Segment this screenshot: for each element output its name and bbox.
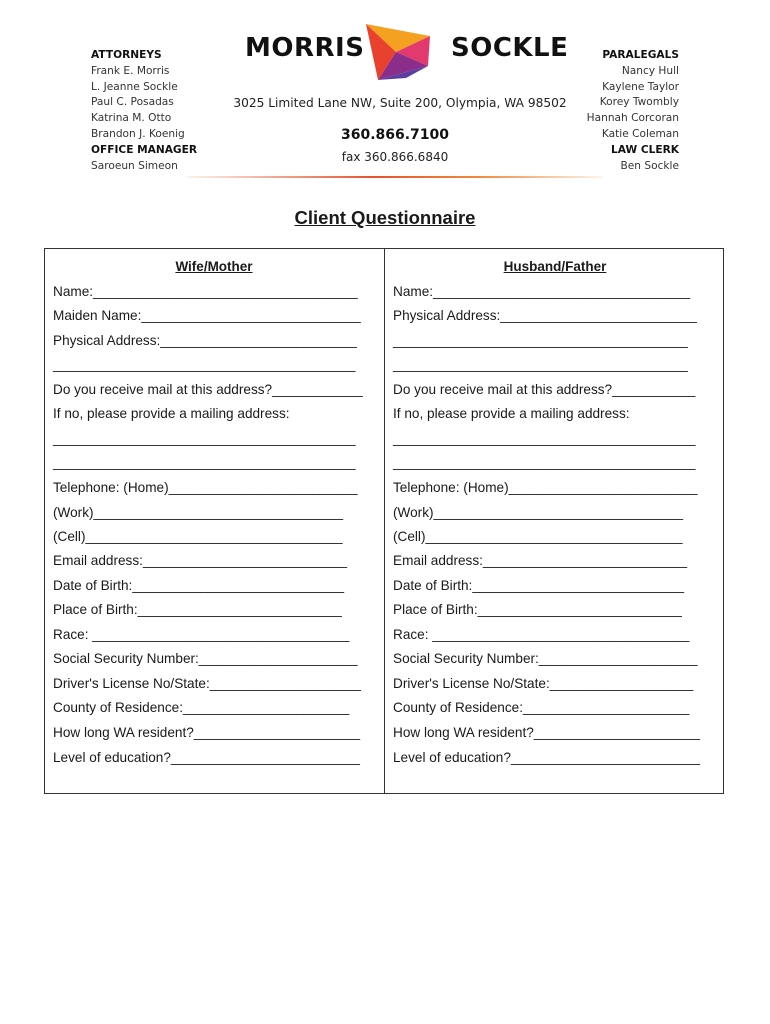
office-manager-heading: OFFICE MANAGER bbox=[91, 143, 198, 156]
wife-date-of-birth-field[interactable]: Date of Birth:____________________________ bbox=[53, 578, 345, 593]
husband-race-field[interactable]: Race: __________________________________ bbox=[393, 627, 690, 642]
husband-mailing-address-label: If no, please provide a mailing address: bbox=[393, 406, 630, 421]
wife-maiden-name-field[interactable]: Maiden Name:_____________________________ bbox=[53, 308, 361, 323]
paralegal-name: Katie Coleman bbox=[601, 127, 679, 140]
firm-name-sockle: SOCKLE bbox=[451, 33, 569, 63]
paralegal-name: Kaylene Taylor bbox=[602, 80, 679, 93]
firm-fax: fax 360.866.6840 bbox=[341, 150, 449, 164]
header-divider bbox=[187, 176, 602, 178]
husband-education-field[interactable]: Level of education?_________________________ bbox=[393, 750, 700, 765]
wife-ssn-field[interactable]: Social Security Number:_____________________ bbox=[53, 651, 358, 666]
husband-place-of-birth-field[interactable]: Place of Birth:___________________________ bbox=[393, 602, 682, 617]
wife-mailing-address-label: If no, please provide a mailing address: bbox=[53, 406, 290, 421]
office-manager-name: Saroeun Simeon bbox=[91, 159, 178, 172]
attorney-name: Brandon J. Koenig bbox=[91, 127, 185, 140]
wife-mailing-address-line2[interactable]: ________________________________________ bbox=[53, 455, 356, 470]
husband-physical-address-line3[interactable]: _______________________________________ bbox=[393, 357, 688, 372]
firm-address: 3025 Limited Lane NW, Suite 200, Olympia, WA 98502 bbox=[233, 96, 567, 110]
law-clerk-heading: LAW CLERK bbox=[611, 143, 679, 156]
husband-receive-mail-field[interactable]: Do you receive mail at this address?___________ bbox=[393, 382, 696, 397]
husband-telephone-home-field[interactable]: Telephone: (Home)_________________________ bbox=[393, 480, 698, 495]
firm-logo-icon bbox=[358, 22, 434, 82]
wife-telephone-work-field[interactable]: (Work)_________________________________ bbox=[53, 505, 344, 520]
husband-physical-address-line2[interactable]: _______________________________________ bbox=[393, 333, 688, 348]
firm-name-morris: MORRIS bbox=[245, 33, 365, 63]
wife-physical-address-field[interactable]: Physical Address:__________________________ bbox=[53, 333, 357, 348]
husband-father-heading: Husband/Father bbox=[503, 259, 607, 274]
paralegal-name: Hannah Corcoran bbox=[586, 112, 679, 125]
paralegal-name: Nancy Hull bbox=[621, 64, 679, 77]
wife-education-field[interactable]: Level of education?_________________________ bbox=[53, 750, 360, 765]
husband-ssn-field[interactable]: Social Security Number:_____________________ bbox=[393, 651, 698, 666]
wife-mother-heading: Wife/Mother bbox=[175, 259, 253, 274]
attorney-name: Paul C. Posadas bbox=[91, 96, 174, 109]
page-title: Client Questionnaire bbox=[294, 207, 476, 228]
wife-physical-address-line2[interactable]: ________________________________________ bbox=[53, 357, 356, 372]
wife-name-field[interactable]: Name:___________________________________ bbox=[53, 284, 358, 299]
attorney-name: Katrina M. Otto bbox=[91, 112, 172, 125]
wife-county-field[interactable]: County of Residence:______________________ bbox=[53, 700, 350, 715]
wife-drivers-license-field[interactable]: Driver's License No/State:____________________ bbox=[53, 676, 361, 691]
husband-drivers-license-field[interactable]: Driver's License No/State:___________________ bbox=[393, 676, 694, 691]
wife-mailing-address-line1[interactable]: ________________________________________ bbox=[53, 431, 356, 446]
attorney-name: Frank E. Morris bbox=[91, 64, 170, 77]
wife-race-field[interactable]: Race: __________________________________ bbox=[53, 627, 350, 642]
firm-phone: 360.866.7100 bbox=[340, 127, 450, 143]
wife-email-field[interactable]: Email address:___________________________ bbox=[53, 553, 348, 568]
wife-place-of-birth-field[interactable]: Place of Birth:___________________________ bbox=[53, 602, 342, 617]
husband-county-field[interactable]: County of Residence:______________________ bbox=[393, 700, 690, 715]
wife-telephone-home-field[interactable]: Telephone: (Home)_________________________ bbox=[53, 480, 358, 495]
wife-wa-resident-field[interactable]: How long WA resident?______________________ bbox=[53, 725, 361, 740]
husband-telephone-work-field[interactable]: (Work)_________________________________ bbox=[393, 505, 684, 520]
husband-email-field[interactable]: Email address:___________________________ bbox=[393, 553, 688, 568]
paralegals-heading: PARALEGALS bbox=[602, 49, 679, 61]
husband-mailing-address-line2[interactable]: ________________________________________ bbox=[393, 455, 696, 470]
wife-telephone-cell-field[interactable]: (Cell)__________________________________ bbox=[53, 529, 343, 544]
attorneys-heading: ATTORNEYS bbox=[91, 49, 162, 61]
law-clerk-name: Ben Sockle bbox=[620, 159, 679, 172]
husband-mailing-address-line1[interactable]: ________________________________________ bbox=[393, 431, 696, 446]
paralegal-name: Korey Twombly bbox=[599, 96, 679, 109]
husband-name-field[interactable]: Name:__________________________________ bbox=[393, 284, 691, 299]
attorney-name: L. Jeanne Sockle bbox=[91, 80, 178, 93]
wife-receive-mail-field[interactable]: Do you receive mail at this address?____________ bbox=[53, 382, 363, 397]
column-divider bbox=[384, 248, 385, 794]
husband-telephone-cell-field[interactable]: (Cell)__________________________________ bbox=[393, 529, 683, 544]
husband-wa-resident-field[interactable]: How long WA resident?______________________ bbox=[393, 725, 701, 740]
husband-date-of-birth-field[interactable]: Date of Birth:____________________________ bbox=[393, 578, 685, 593]
husband-physical-address-field[interactable]: Physical Address:__________________________ bbox=[393, 308, 697, 323]
